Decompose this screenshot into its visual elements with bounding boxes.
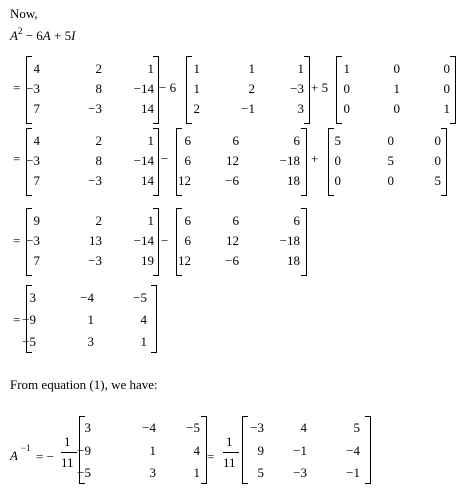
- inv-m2-cell-2-2: −1: [346, 465, 360, 480]
- row3-m2-cell-0-0: 6: [184, 213, 191, 228]
- inv-m1-cell-0-0: 3: [84, 420, 91, 435]
- row2-m1-cell-2-1: −3: [88, 173, 102, 188]
- row1-m1-cell-2-1: −3: [88, 101, 102, 116]
- row4-m1-cell-2-0: −5: [22, 334, 36, 349]
- row4-m1-cell-1-1: 1: [87, 312, 94, 327]
- row2-m2-cell-1-0: 6: [184, 153, 191, 168]
- row2-m3-cell-1-0: 0: [334, 153, 341, 168]
- inv-exp: −1: [21, 443, 31, 453]
- row3-m1-cell-2-2: 19: [141, 253, 154, 268]
- row1-m2-cell-0-0: 1: [193, 61, 200, 76]
- row2-m2-cell-2-2: 18: [287, 173, 300, 188]
- intro-text: Now,: [10, 6, 38, 21]
- row3-m2-cell-0-2: 6: [293, 213, 300, 228]
- row1-m1-cell-1-0: −3: [26, 81, 40, 96]
- row1-m1-cell-2-2: 14: [141, 101, 154, 116]
- row4-m1-cell-1-0: −9: [22, 312, 36, 327]
- row1-m1-cell-0-1: 2: [95, 61, 102, 76]
- row2-m2-cell-0-2: 6: [293, 133, 300, 148]
- row2-m1-cell-2-2: 14: [141, 173, 154, 188]
- inv-m2-cell-0-0: −3: [250, 420, 264, 435]
- row1-m1-cell-0-2: 1: [147, 61, 154, 76]
- inv-eq-minus: = −: [36, 449, 54, 464]
- row4-m1-cell-1-2: 4: [140, 312, 147, 327]
- row3-m2-cell-1-2: −18: [279, 233, 300, 248]
- row2-m2-cell-1-1: 12: [226, 153, 239, 168]
- row1-m2-cell-0-2: 1: [297, 61, 304, 76]
- row3-m1-cell-0-0: 9: [33, 213, 40, 228]
- row1-m2-cell-2-2: 3: [297, 101, 304, 116]
- row1-m3-cell-0-1: 0: [393, 61, 400, 76]
- row1-m3-rbracket: [450, 56, 456, 124]
- row2-m3-cell-0-1: 0: [387, 133, 394, 148]
- inv-m2-cell-0-2: 5: [353, 420, 360, 435]
- row3-minus: −: [161, 233, 169, 248]
- row2-m1-cell-0-2: 1: [147, 133, 154, 148]
- row2-m3-cell-1-1: 5: [387, 153, 394, 168]
- inv-frac1-num: 1: [64, 434, 71, 449]
- row2-m1-cell-2-0: 7: [33, 173, 40, 188]
- op-plus-5: + 5: [50, 28, 72, 43]
- row3-m1-cell-2-1: −3: [88, 253, 102, 268]
- row2-m2-cell-2-0: 12: [178, 173, 191, 188]
- row1-m1-cell-2-0: 7: [33, 101, 40, 116]
- row1-m2-cell-1-2: −3: [290, 81, 304, 96]
- inv-m2-rbracket: [365, 416, 371, 484]
- row2-m2-cell-0-1: 6: [232, 133, 239, 148]
- row4-m1-cell-0-1: −4: [80, 290, 94, 305]
- row2-m2-cell-1-2: −18: [279, 153, 300, 168]
- row3-m1-cell-0-1: 2: [95, 213, 102, 228]
- inv-m1-cell-1-2: 4: [193, 443, 200, 458]
- row1-m3-cell-2-0: 0: [343, 101, 350, 116]
- inv-m1-cell-2-0: −5: [77, 465, 91, 480]
- row2-m3-cell-2-2: 5: [434, 173, 441, 188]
- row2-m3-cell-0-0: 5: [334, 133, 341, 148]
- row1-m3-cell-2-1: 0: [393, 101, 400, 116]
- inv-m2-cell-1-0: 9: [257, 443, 264, 458]
- row3-m1-cell-0-2: 1: [147, 213, 154, 228]
- row1-m2-cell-1-1: 2: [248, 81, 255, 96]
- row1-plus-five: + 5: [311, 80, 329, 95]
- var-a: A: [10, 28, 18, 43]
- row2-equals: =: [13, 151, 21, 166]
- var-a2: A: [42, 28, 51, 43]
- row1-m2-cell-2-0: 2: [193, 101, 200, 116]
- inv-frac2-den: 11: [223, 455, 236, 470]
- row3-m1-cell-1-1: 13: [89, 233, 102, 248]
- row2-m3-cell-0-2: 0: [434, 133, 441, 148]
- row3-m1-cell-2-0: 7: [33, 253, 40, 268]
- inv-m1-cell-0-2: −5: [186, 420, 200, 435]
- row1-m1-cell-0-0: 4: [33, 61, 40, 76]
- row2-m3-rbracket: [441, 128, 447, 196]
- inv-m1-cell-1-0: −9: [77, 443, 91, 458]
- row2-m2-cell-2-1: −6: [225, 173, 239, 188]
- row1-m1-cell-1-2: −14: [133, 81, 154, 96]
- row4-equals: =: [13, 312, 21, 327]
- inv-frac1-den: 11: [61, 455, 74, 470]
- row3-m2-cell-1-1: 12: [226, 233, 239, 248]
- row1-m3-cell-1-2: 0: [443, 81, 450, 96]
- row2-minus: −: [161, 151, 169, 166]
- row4-m1-cell-2-1: 3: [87, 334, 94, 349]
- row1-m2-cell-2-1: −1: [241, 101, 255, 116]
- row4-m1-cell-0-2: −5: [133, 290, 147, 305]
- exp-2: 2: [17, 26, 23, 36]
- row2-m1-cell-1-0: −3: [26, 153, 40, 168]
- row3-equals: =: [13, 233, 21, 248]
- inv-m1-cell-2-2: 1: [193, 465, 200, 480]
- row1-minus-six: − 6: [159, 80, 177, 95]
- row1-m1-cell-1-1: 8: [95, 81, 102, 96]
- inv-var-a: A: [10, 448, 18, 463]
- inv-m2-cell-2-0: 5: [257, 465, 264, 480]
- row2-m3-cell-1-2: 0: [434, 153, 441, 168]
- inv-m1-cell-1-1: 1: [149, 443, 156, 458]
- inv-m2-cell-0-1: 4: [300, 420, 307, 435]
- row1-m3-cell-0-2: 0: [443, 61, 450, 76]
- expression-line: [10, 28, 75, 44]
- row3-m2-cell-0-1: 6: [232, 213, 239, 228]
- row2-m3-cell-2-1: 0: [387, 173, 394, 188]
- row1-m3-cell-1-0: 0: [343, 81, 350, 96]
- var-i: I: [71, 28, 76, 43]
- row2-plus: +: [311, 151, 319, 166]
- row3-m2-cell-2-2: 18: [287, 253, 300, 268]
- row1-m2-cell-0-1: 1: [248, 61, 255, 76]
- row2-m1-cell-0-0: 4: [33, 133, 40, 148]
- row1-m3-cell-2-2: 1: [443, 101, 450, 116]
- row3-m2-cell-1-0: 6: [184, 233, 191, 248]
- inv-frac2-num: 1: [226, 434, 233, 449]
- row2-m2-cell-0-0: 6: [184, 133, 191, 148]
- inv-m2-cell-2-1: −3: [293, 465, 307, 480]
- inv-m1-cell-2-1: 3: [149, 465, 156, 480]
- row4-m1-cell-0-0: 3: [29, 290, 36, 305]
- op-minus-6: − 6: [22, 28, 43, 43]
- row1-equals: =: [13, 80, 21, 95]
- row4-m1-rbracket: [151, 285, 157, 353]
- row4-m1-cell-2-2: 1: [140, 334, 147, 349]
- inv-eq2: =: [207, 449, 215, 464]
- row2-m3-cell-2-0: 0: [334, 173, 341, 188]
- row2-m1-cell-0-1: 2: [95, 133, 102, 148]
- row3-m1-cell-1-2: −14: [133, 233, 154, 248]
- row2-m1-cell-1-2: −14: [133, 153, 154, 168]
- inv-m2-cell-1-2: −4: [346, 443, 360, 458]
- row3-m1-cell-1-0: −3: [26, 233, 40, 248]
- inv-m1-cell-0-1: −4: [142, 420, 156, 435]
- from-equation-text: From equation (1), we have:: [10, 377, 158, 392]
- inv-m2-cell-1-1: −1: [293, 443, 307, 458]
- row1-m2-cell-1-0: 1: [193, 81, 200, 96]
- row2-m1-cell-1-1: 8: [95, 153, 102, 168]
- row3-m2-rbracket: [301, 208, 307, 276]
- row3-m2-cell-2-0: 12: [178, 253, 191, 268]
- row1-m3-cell-0-0: 1: [343, 61, 350, 76]
- row3-m2-cell-2-1: −6: [225, 253, 239, 268]
- row1-m3-cell-1-1: 1: [393, 81, 400, 96]
